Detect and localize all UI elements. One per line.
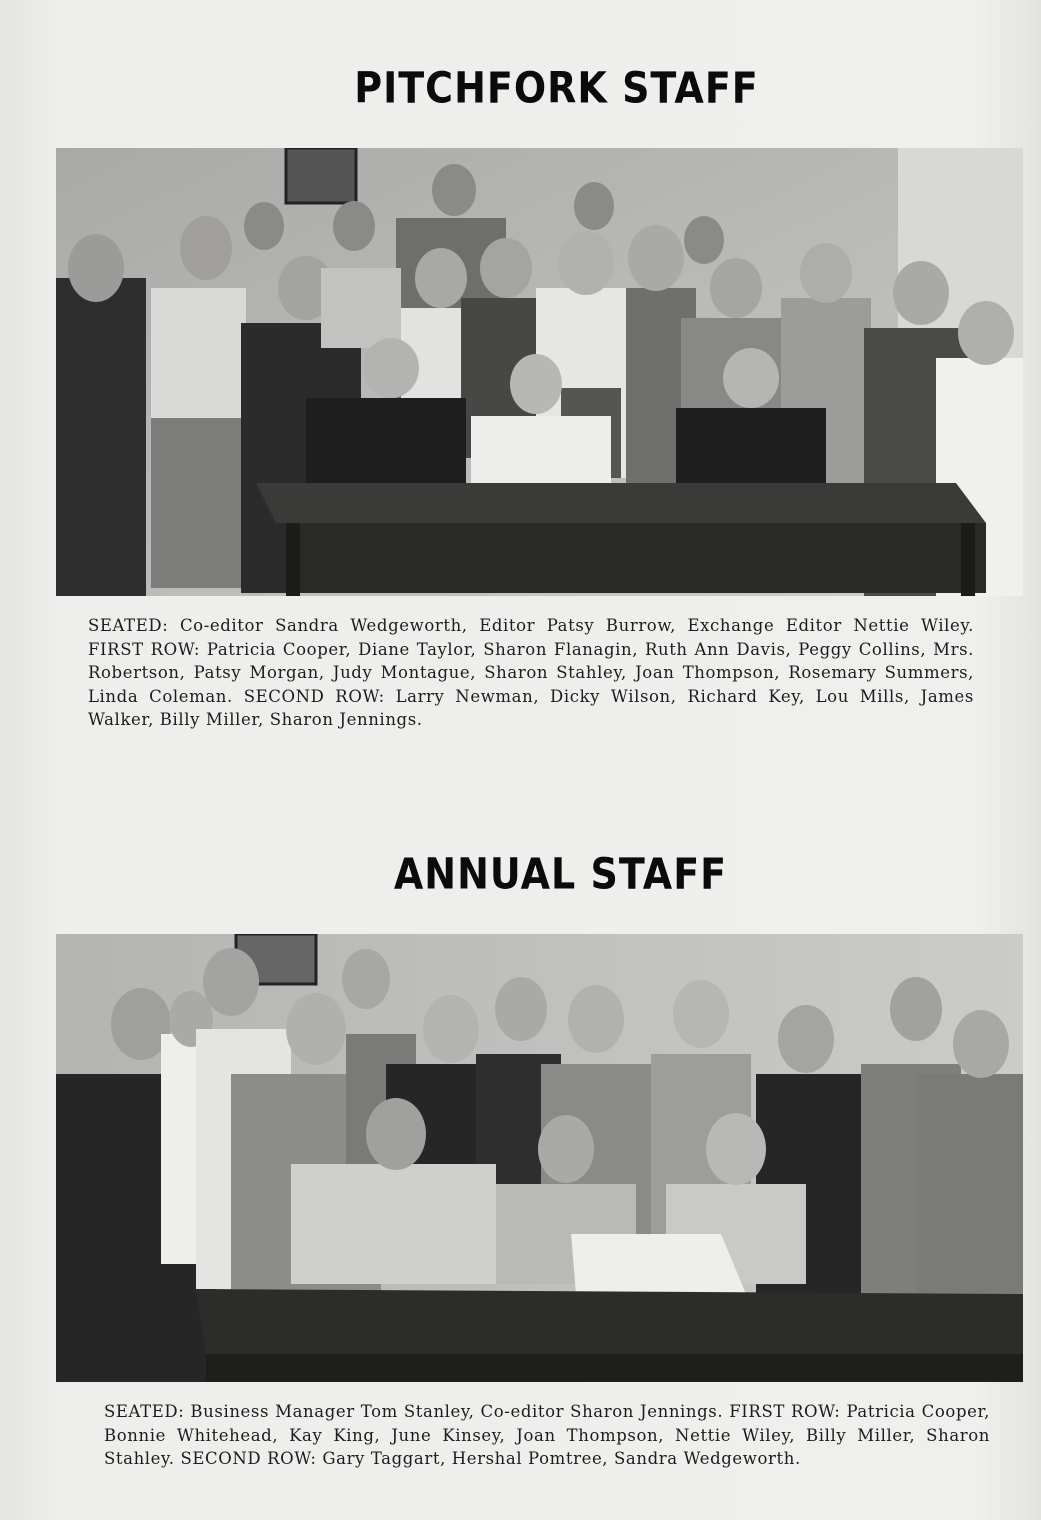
annual-staff-caption: SEATED: Business Manager Tom Stanley, Co-editor Sharon Jennings. FIRST ROW: Patricia Cooper, Bonnie Whitehead, Kay King, June Kinsey, Joan Thompson, Nettie Wiley, Billy Miller, Sharon Stahley. SECOND ROW: Gary Taggart, Hershal Pomtree, Sandra Wedgeworth.: [104, 1402, 990, 1468]
annual-staff-heading: ANNUAL STAFF: [393, 849, 728, 899]
annual-staff-photo: [56, 934, 1023, 1382]
pitchfork-staff-photo: [56, 148, 1023, 596]
pitchfork-staff-caption: SEATED: Co-editor Sandra Wedgeworth, Editor Patsy Burrow, Exchange Editor Nettie Wiley. FIRST ROW: Patricia Cooper, Diane Taylor, Sharon Flanagin, Ruth Ann Davis, Peggy Collins, Mrs. Robertson, Patsy Morgan, Judy Montague, Sharon Stahley, Joan Thompson, Rosemary Summers, Linda Coleman. SECOND ROW: Larry Newman, Dicky Wilson, Richard Key, Lou Mills, James Walker, Billy Miller, Sharon Jennings.: [88, 616, 974, 729]
pitchfork-staff-heading: PITCHFORK STAFF: [354, 63, 759, 113]
